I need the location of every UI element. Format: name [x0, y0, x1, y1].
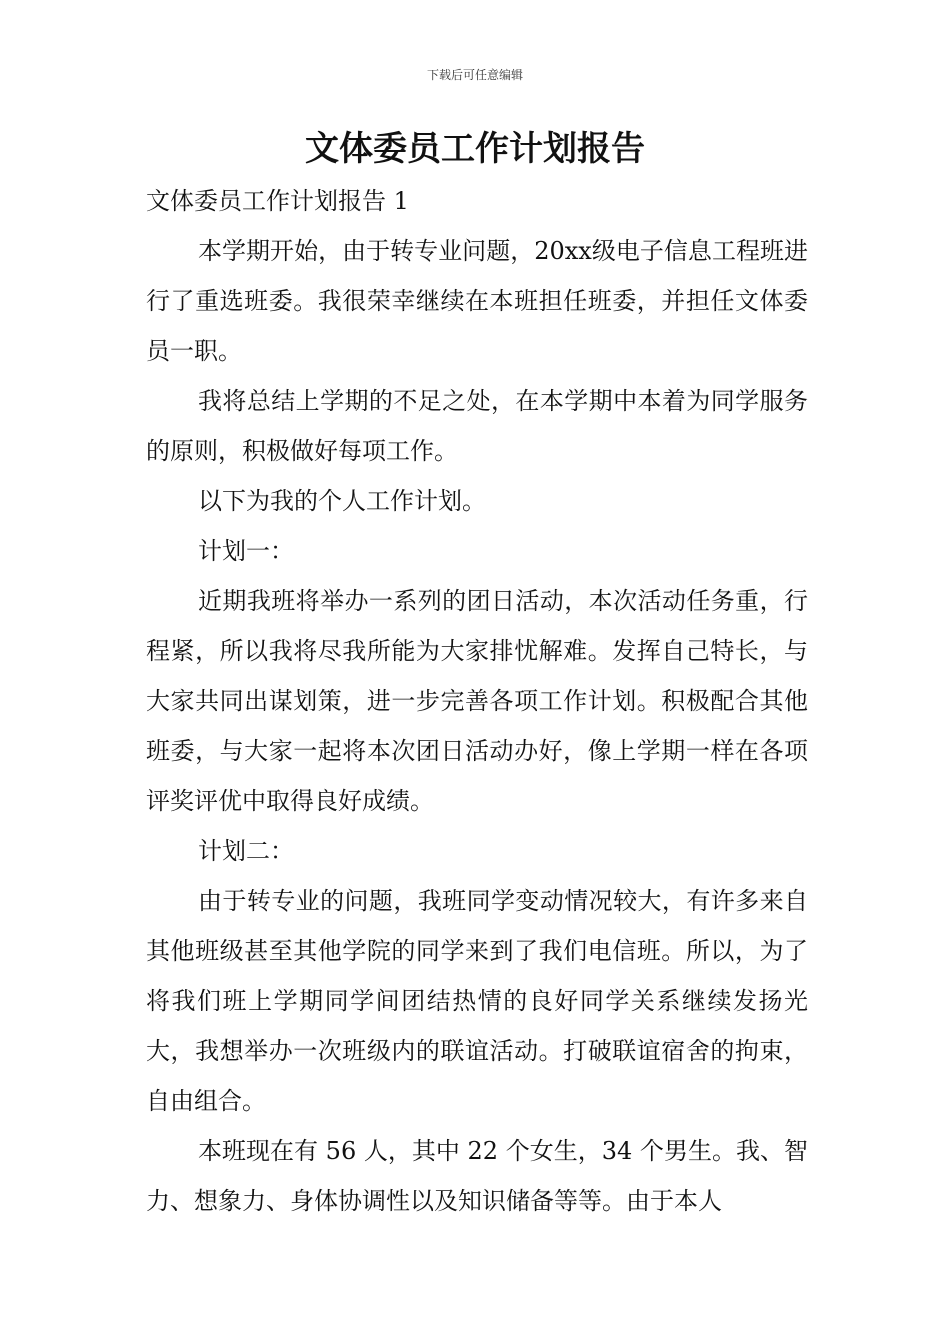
plan-two-heading: 计划二：: [198, 837, 294, 865]
paragraph-plan-one: 近期我班将举办一系列的团日活动，本次活动任务重，行程紧，所以我将尽我所能为大家排忧解难。发挥自己特长，与大家共同出谋划策，进一步完善各项工作计划。积极配合其他班委，与大家一起将本次团日活动办好，像上学期一样在各项评奖评优中取得良好成绩。: [146, 587, 808, 815]
section-subtitle: 文体委员工作计划报告 1: [146, 187, 409, 215]
document-title: 文体委员工作计划报告: [305, 129, 645, 169]
paragraph-plan-two: 由于转专业的问题，我班同学变动情况较大，有许多来自其他班级甚至其他学院的同学来到了我们电信班。所以，为了将我们班上学期同学间团结热情的良好同学关系继续发扬光大，我想举办一次班级内的联谊活动。打破联谊宿舍的拘束，自由组合。: [146, 887, 808, 1115]
paragraph-plan-lead: 以下为我的个人工作计划。: [198, 487, 486, 515]
plan-one-heading: 计划一：: [198, 537, 294, 565]
paragraph-summary: 我将总结上学期的不足之处，在本学期中本着为同学服务的原则，积极做好每项工作。: [146, 387, 808, 465]
paragraph-class-stats: 本班现在有 56 人，其中 22 个女生，34 个男生。我、智力、想象力、身体协调性以及知识储备等等。由于本人: [146, 1137, 808, 1215]
paragraph-intro: 本学期开始，由于转专业问题，20xx级电子信息工程班进行了重选班委。我很荣幸继续在本班担任班委，并担任文体委员一职。: [146, 237, 808, 365]
header-note: 下载后可任意编辑: [426, 68, 523, 82]
document-body: [146, 176, 808, 1226]
